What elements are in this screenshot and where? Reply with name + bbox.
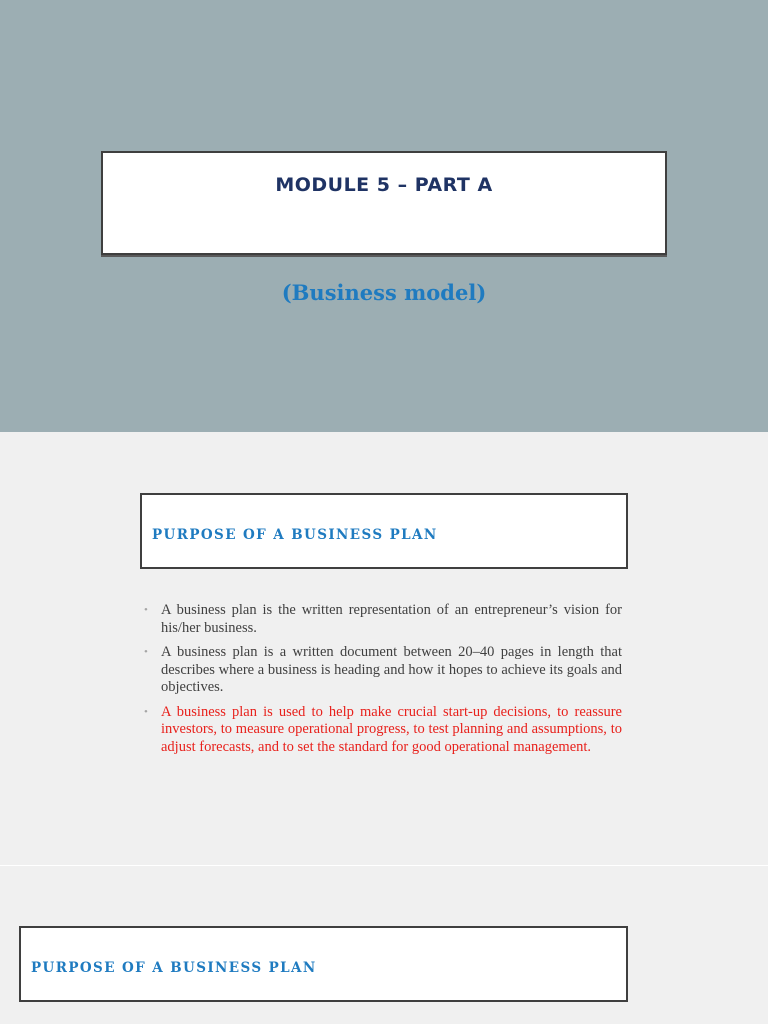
bullet-item-highlighted xyxy=(144,704,622,757)
slide-title: MODULE 5 – PART A xyxy=(275,174,493,196)
title-box xyxy=(101,151,667,255)
bullet-list xyxy=(144,602,622,763)
bullet-dot-icon: • xyxy=(144,604,148,616)
bullet-text: A business plan is used to help make crucial start-up decisions, to reassure investors, to measure operational progress, to test planning and assumptions, to adjust forecasts, and to set the standard for good operational management. xyxy=(161,703,622,755)
content-slide xyxy=(0,432,768,865)
slide-subtitle: (Business model) xyxy=(281,280,487,305)
bullet-dot-icon: • xyxy=(144,646,148,658)
bullet-dot-icon: • xyxy=(144,705,148,718)
slide-heading: PURPOSE OF A BUSINESS PLAN xyxy=(31,960,317,976)
bullet-item xyxy=(144,644,622,697)
heading-box xyxy=(19,926,628,1002)
bullet-text: A business plan is the written representation of an entrepreneur’s vision for his/her business. xyxy=(161,602,622,636)
bullet-text: A business plan is a written document between 20–40 pages in length that describes where a business is heading and how it hopes to achieve its goals and objectives. xyxy=(161,644,622,695)
heading-box xyxy=(140,493,628,569)
title-slide xyxy=(0,0,768,432)
slide-heading: PURPOSE OF A BUSINESS PLAN xyxy=(152,527,438,543)
content-slide xyxy=(0,866,768,1024)
bullet-item xyxy=(144,602,622,637)
